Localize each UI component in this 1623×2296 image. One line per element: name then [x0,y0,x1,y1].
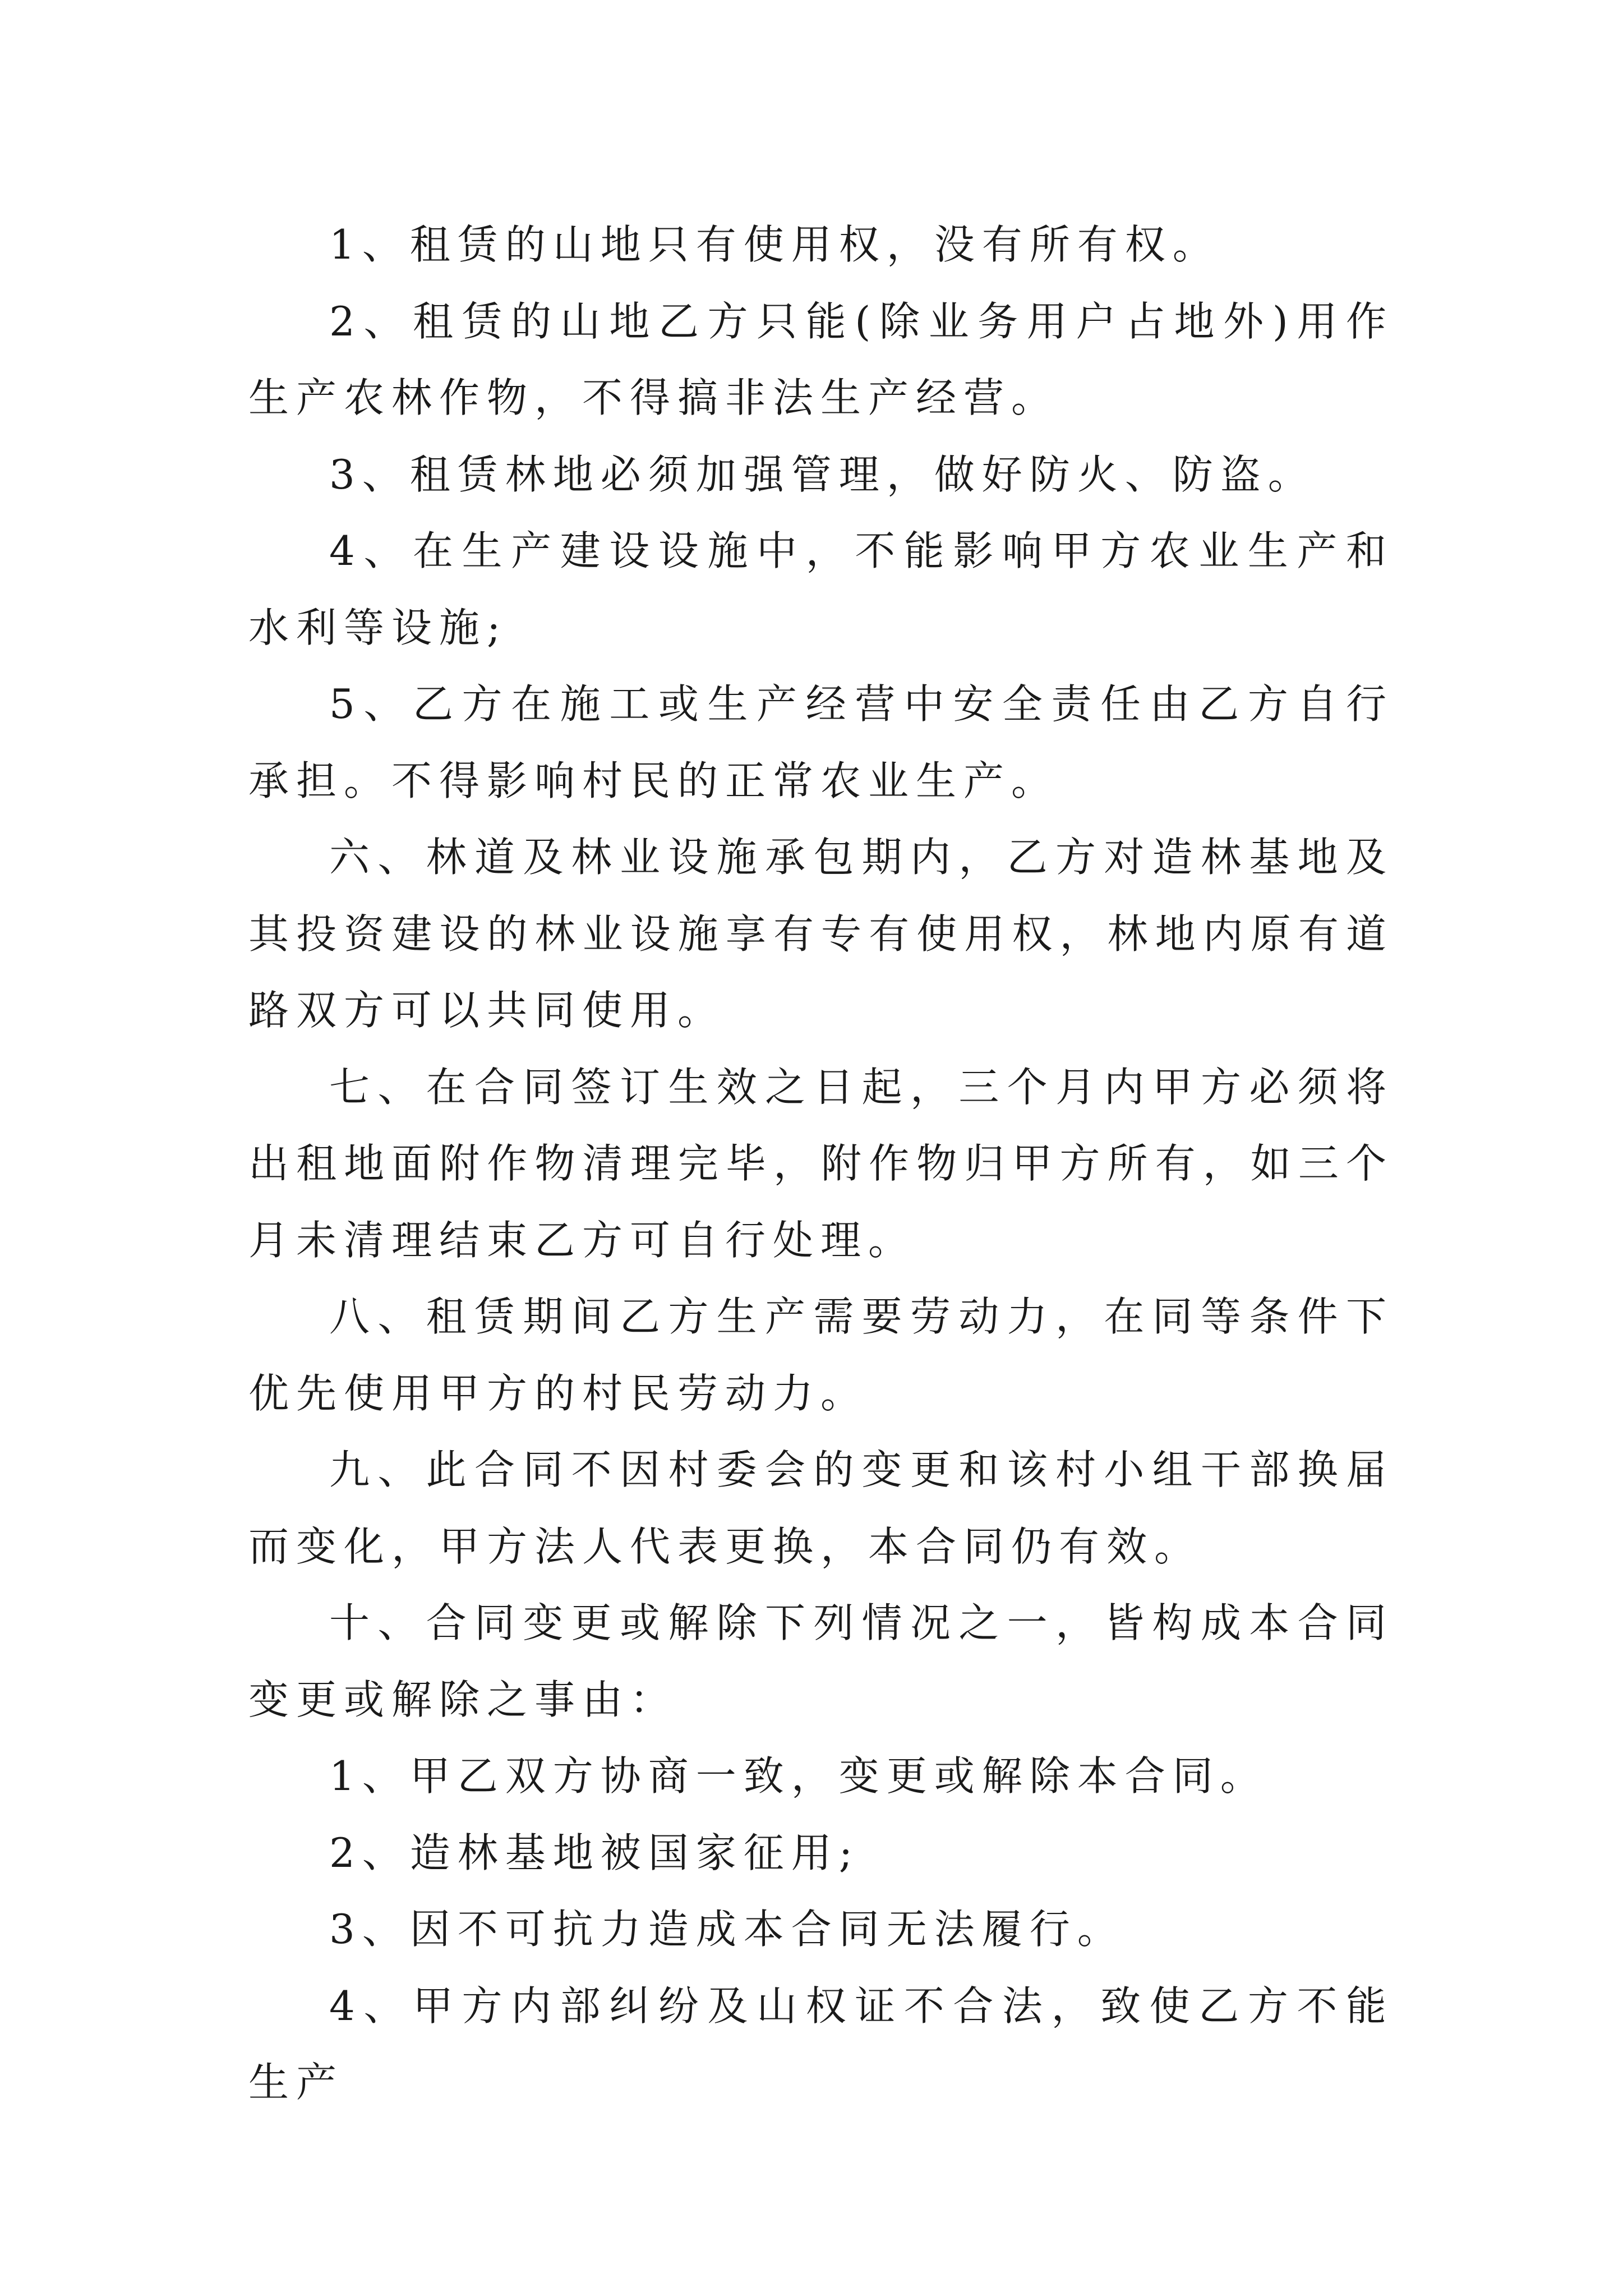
termination-reason-4: 4、甲方内部纠纷及山权证不合法，致使乙方不能生产 [248,1982,1394,2106]
termination-reason-1: 1、甲乙双方协商一致，变更或解除本合同。 [329,1752,1268,1800]
article-10-change-termination: 十、合同变更或解除下列情况之一，皆构成本合同变更或解除之事由： [248,1599,1394,1723]
article-9-contract-validity: 九、此合同不因村委会的变更和该村小组干部换届而变化，甲方法人代表更换，本合同仍有效。 [248,1446,1394,1570]
clause-5-safety-responsibility: 5、乙方在施工或生产经营中安全责任由乙方自行承担。不得影响村民的正常农业生产。 [248,680,1394,804]
article-7-clearing-attachments: 七、在合同签订生效之日起，三个月内甲方必须将出租地面附作物清理完毕，附作物归甲方所有，如三个月未清理结束乙方可自行处理。 [248,1063,1394,1264]
clause-4-construction: 4、在生产建设设施中，不能影响甲方农业生产和水利等设施; [248,527,1394,651]
termination-reason-2: 2、造林基地被国家征用; [329,1829,860,1876]
clause-3-forest-management: 3、租赁林地必须加强管理，做好防火、防盗。 [329,450,1316,498]
clause-2-land-purpose: 2、租赁的山地乙方只能(除业务用户占地外)用作生产农林作物，不得搞非法生产经营。 [248,297,1394,421]
article-8-labor: 八、租赁期间乙方生产需要劳动力，在同等条件下优先使用甲方的村民劳动力。 [248,1293,1394,1417]
clause-1-use-right: 1、租赁的山地只有使用权，没有所有权。 [329,221,1220,268]
document-body [248,206,1394,2121]
termination-reason-3: 3、因不可抗力造成本合同无法履行。 [329,1906,1125,1953]
article-6-forest-roads: 六、林道及林业设施承包期内，乙方对造林基地及其投资建设的林业设施享有专有使用权，林地内原有道路双方可以共同使用。 [248,834,1394,1034]
